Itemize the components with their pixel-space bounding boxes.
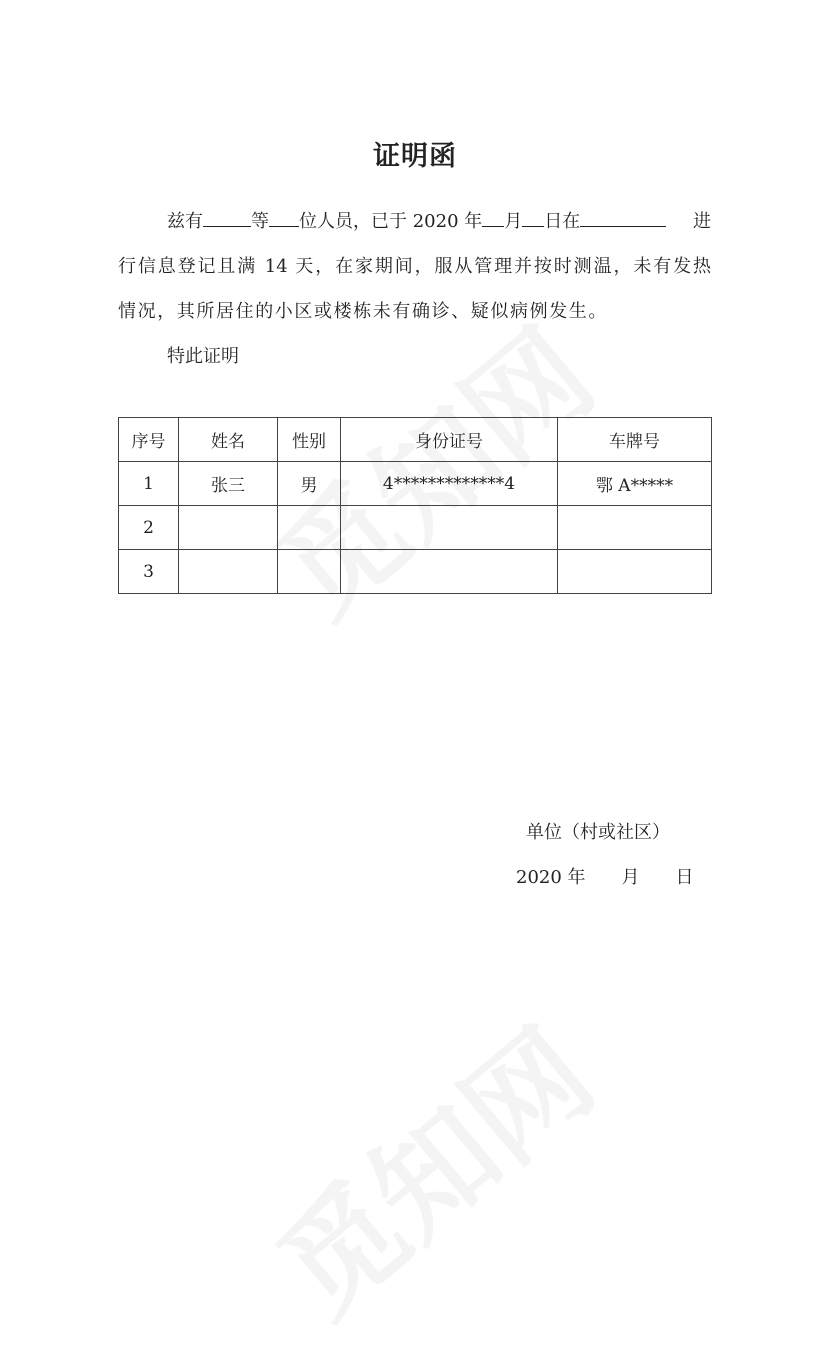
table-row xyxy=(119,506,712,550)
cell[interactable]: 鄂 A***** xyxy=(558,462,712,506)
cell: 1 xyxy=(119,462,179,506)
header-cell: 序号 xyxy=(119,418,179,462)
blank-count[interactable] xyxy=(269,208,299,227)
text: 月 xyxy=(504,211,523,232)
text: 位人员，已于 2020 年 xyxy=(299,211,483,232)
cell[interactable]: 张三 xyxy=(179,462,278,506)
cell: 2 xyxy=(119,506,179,550)
paragraph-line-3: 情况，其所居住的小区或楼栋未有确诊、疑似病例发生。 xyxy=(118,301,608,322)
header-cell: 车牌号 xyxy=(558,418,712,462)
paragraph-line-2: 行信息登记且满 14 天，在家期间，服从管理并按时测温，未有发热 xyxy=(118,256,711,277)
cell[interactable] xyxy=(341,550,558,594)
table-row xyxy=(119,462,712,506)
blank-day[interactable] xyxy=(522,208,544,227)
text: 等 xyxy=(251,211,269,232)
text: 日在 xyxy=(544,211,581,232)
signature-unit: 单位（村或社区） xyxy=(526,822,670,843)
cell[interactable] xyxy=(179,550,278,594)
cell[interactable] xyxy=(341,506,558,550)
blank-month[interactable] xyxy=(482,208,504,227)
header-cell: 性别 xyxy=(278,418,341,462)
watermark xyxy=(237,984,623,1347)
cell[interactable] xyxy=(278,550,341,594)
blank-name[interactable] xyxy=(203,208,251,227)
header-cell: 姓名 xyxy=(179,418,278,462)
table-row xyxy=(119,550,712,594)
cell[interactable]: 4*************4 xyxy=(341,462,558,506)
cell[interactable] xyxy=(558,550,712,594)
cell: 3 xyxy=(119,550,179,594)
cell[interactable] xyxy=(179,506,278,550)
page-title: 证明函 xyxy=(373,141,457,172)
signature-date: 2020 年 月 日 xyxy=(516,867,694,888)
text: 进 xyxy=(693,211,711,232)
paragraph-line-1 xyxy=(118,207,711,237)
table-header-row xyxy=(119,418,712,462)
cell[interactable] xyxy=(558,506,712,550)
header-cell: 身份证号 xyxy=(341,418,558,462)
closing-text: 特此证明 xyxy=(167,346,239,367)
cell[interactable] xyxy=(278,506,341,550)
text: 兹有 xyxy=(167,211,203,232)
personnel-table xyxy=(118,417,712,594)
blank-place[interactable] xyxy=(580,208,666,227)
cell[interactable]: 男 xyxy=(278,462,341,506)
